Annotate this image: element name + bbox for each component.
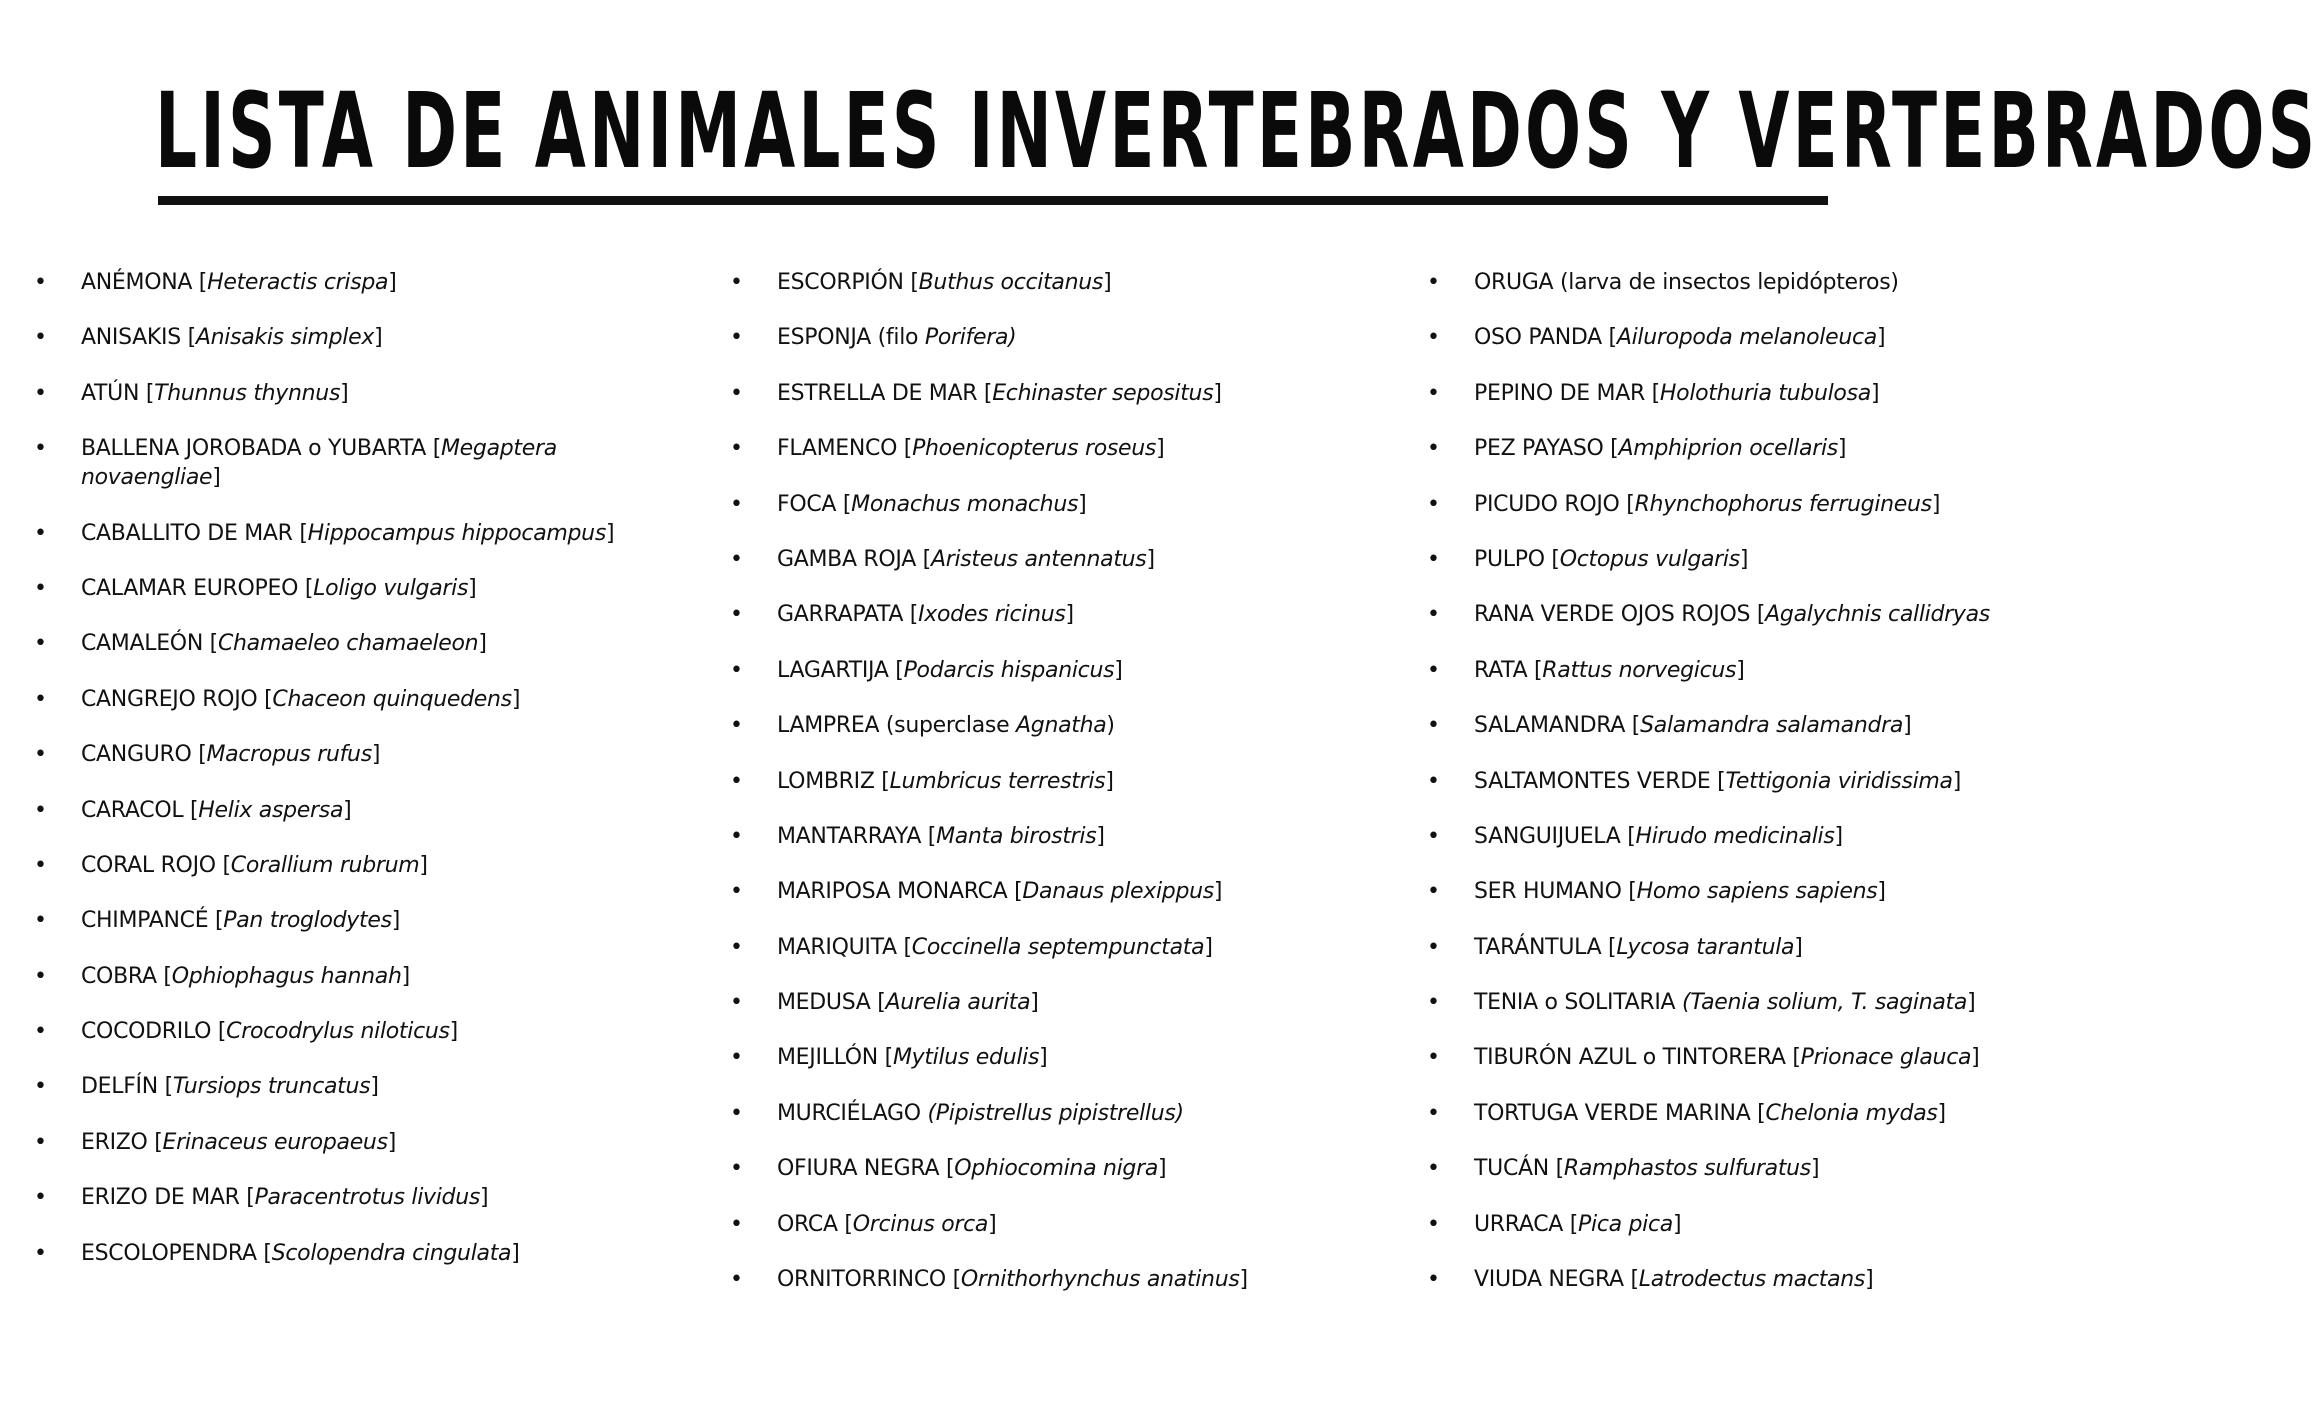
closing-bracket: ] (1903, 713, 1912, 739)
list-item (34, 1128, 674, 1157)
common-name: COCODRILO [ (81, 1019, 227, 1045)
bullet-icon: • (1427, 768, 1440, 794)
closing-bracket: ] (374, 325, 383, 351)
bullet-icon: • (1427, 823, 1440, 849)
scientific-name: (Taenia solium, T. saginata (1682, 990, 1968, 1016)
bullet-icon: • (1427, 1100, 1440, 1126)
scientific-name: Tettigonia viridissima (1725, 768, 1953, 794)
list-item (1427, 600, 2037, 629)
scientific-name: Corallium rubrum (230, 852, 420, 878)
bullet-icon: • (1427, 879, 1440, 905)
common-name: CARACOL [ (81, 797, 199, 823)
closing-bracket: ] (1865, 1267, 1874, 1293)
scientific-name: Aurelia aurita (885, 990, 1031, 1016)
list-item (730, 545, 1370, 574)
bullet-icon: • (1427, 934, 1440, 960)
common-name: ESCOLOPENDRA [ (81, 1240, 272, 1266)
common-name: GARRAPATA [ (777, 602, 919, 628)
list-item (34, 629, 674, 658)
scientific-name: Holothuria tubulosa (1659, 380, 1871, 406)
list-item (730, 767, 1370, 796)
closing-bracket: ] (1672, 1211, 1682, 1237)
bullet-icon: • (730, 990, 743, 1016)
animal-list-column-2 (730, 268, 1370, 1320)
common-name: CABALLITO DE MAR [ (81, 520, 308, 546)
closing-bracket: ] (343, 797, 352, 823)
scientific-name: Rhynchophorus ferrugineus (1634, 491, 1932, 517)
scientific-name: Buthus occitanus (918, 270, 1104, 295)
common-name: ORCA [ (777, 1211, 853, 1237)
list-item (34, 685, 674, 714)
bullet-icon: • (730, 768, 743, 794)
common-name: VIUDA NEGRA [ (1474, 1267, 1639, 1293)
closing-bracket: ] (1971, 1045, 1980, 1071)
closing-bracket: ] (1103, 270, 1112, 295)
common-name: MANTARRAYA [ (777, 823, 937, 849)
bullet-icon: • (34, 380, 47, 406)
scientific-name: Loligo vulgaris (313, 575, 469, 601)
scientific-name: Ixodes ricinus (918, 602, 1066, 628)
list-item (730, 1043, 1370, 1072)
scientific-name: Prionace glauca (1800, 1045, 1972, 1071)
common-name: SALAMANDRA [ (1474, 713, 1641, 739)
closing-bracket: ] (468, 575, 477, 601)
common-name: ORUGA (larva de insectos lepidópteros) (1474, 270, 1899, 295)
common-name: ATÚN [ (81, 380, 155, 406)
scientific-name: Hirudo medicinalis (1635, 823, 1835, 849)
common-name: ERIZO [ (81, 1129, 163, 1155)
bullet-icon: • (1427, 1211, 1440, 1237)
scientific-name: Helix aspersa (198, 797, 344, 823)
common-name: SER HUMANO [ (1474, 879, 1637, 905)
list-item (730, 1210, 1370, 1239)
scientific-name: Tursiops truncatus (172, 1074, 371, 1100)
bullet-icon: • (34, 575, 47, 601)
common-name: CHIMPANCÉ [ (81, 908, 224, 934)
closing-bracket: ] (1096, 823, 1105, 849)
closing-bracket: ] (1837, 436, 1847, 462)
bullet-icon: • (1427, 1267, 1440, 1293)
scientific-name: Pan troglodytes (223, 908, 392, 934)
scientific-name: Podarcis hispanicus (903, 657, 1115, 683)
list-item (730, 1154, 1370, 1183)
closing-bracket: ] (1967, 990, 1976, 1016)
scientific-name: Anisakis simplex (195, 325, 375, 351)
scientific-name: (Pipistrellus pipistrellus) (927, 1100, 1184, 1126)
closing-bracket: ] (1213, 380, 1222, 406)
bullet-icon: • (1427, 990, 1440, 1016)
bullet-icon: • (1427, 270, 1440, 295)
list-item (34, 796, 674, 825)
closing-bracket: ] (1146, 546, 1155, 572)
bullet-icon: • (1427, 1045, 1440, 1071)
list-item (34, 574, 674, 603)
bullet-icon: • (730, 436, 743, 462)
scientific-name: Crocodrylus niloticus (226, 1019, 450, 1045)
bullet-icon: • (1427, 1156, 1440, 1182)
bullet-icon: • (34, 1240, 47, 1266)
bullet-icon: • (1427, 325, 1440, 351)
bullet-icon: • (1427, 546, 1440, 572)
list-item (1427, 1265, 2037, 1294)
closing-bracket: ] (1030, 990, 1039, 1016)
common-name: CANGURO [ (81, 742, 207, 768)
scientific-name: Danaus plexippus (1022, 879, 1214, 905)
list-item (1427, 1099, 2037, 1128)
closing-bracket: ] (1937, 1100, 1946, 1126)
bullet-icon: • (1427, 380, 1440, 406)
closing-bracket: ] (1931, 491, 1941, 517)
bullet-icon: • (1427, 491, 1440, 517)
common-name: MURCIÉLAGO (777, 1100, 928, 1126)
common-name: TUCÁN [ (1474, 1156, 1564, 1182)
common-name: SANGUIJUELA [ (1474, 823, 1636, 849)
common-name: RANA VERDE OJOS ROJOS [ (1474, 602, 1766, 628)
closing-bracket: ] (1158, 1156, 1167, 1182)
list-item (34, 519, 674, 548)
bullet-icon: • (730, 1211, 743, 1237)
closing-bracket: ] (1877, 879, 1886, 905)
scientific-name: Echinaster sepositus (992, 380, 1214, 406)
common-name: OFIURA NEGRA [ (777, 1156, 955, 1182)
common-name: URRACA [ (1474, 1211, 1579, 1237)
common-name: PULPO [ (1474, 546, 1560, 572)
common-name: FLAMENCO [ (777, 436, 913, 462)
scientific-name: Chaceon quinquedens (272, 686, 512, 712)
bullet-icon: • (730, 934, 743, 960)
animal-list-column-3 (1427, 268, 2037, 1320)
closing-bracket: ] (1876, 325, 1886, 351)
closing-bracket: ] (388, 270, 397, 295)
scientific-name: Amphiprion ocellaris (1618, 436, 1838, 462)
list-item (730, 877, 1370, 906)
page-title: LISTA DE ANIMALES INVERTEBRADOS Y VERTEBRADOS (155, 70, 2318, 192)
scientific-name: Lycosa tarantula (1616, 934, 1795, 960)
common-name: CAMALEÓN [ (81, 631, 218, 657)
common-name: MARIQUITA [ (777, 934, 912, 960)
closing-bracket: ] (371, 742, 381, 768)
bullet-icon: • (730, 1100, 743, 1126)
bullet-icon: • (730, 270, 743, 295)
closing-bracket: ] (391, 908, 401, 934)
closing-bracket: ] (1810, 1156, 1820, 1182)
list-item (1427, 323, 2037, 352)
closing-bracket: ] (1794, 934, 1803, 960)
closing-bracket: ] (1039, 1045, 1048, 1071)
list-item (1427, 1043, 2037, 1072)
common-name: CALAMAR EUROPEO [ (81, 575, 314, 601)
bullet-icon: • (730, 657, 743, 683)
list-item (730, 656, 1370, 685)
list-item (730, 1099, 1370, 1128)
closing-bracket: ] (1239, 1267, 1248, 1293)
bullet-icon: • (34, 1129, 47, 1155)
bullet-icon: • (34, 797, 47, 823)
closing-bracket: ] (480, 1185, 489, 1211)
bullet-icon: • (34, 742, 47, 768)
list-item (1427, 1154, 2037, 1183)
bullet-icon: • (1427, 713, 1440, 739)
scientific-name: Ophiophagus hannah (171, 963, 402, 989)
scientific-name: Scolopendra cingulata (271, 1240, 512, 1266)
list-item (1427, 988, 2037, 1017)
list-item (34, 434, 641, 492)
closing-bracket: ) (1106, 713, 1115, 739)
closing-bracket: ] (1078, 491, 1087, 517)
list-item (1427, 656, 2037, 685)
closing-bracket: ] (511, 1240, 520, 1266)
common-name: RATA [ (1474, 657, 1543, 683)
list-item (34, 379, 674, 408)
scientific-name: Agnatha (1016, 713, 1107, 739)
list-item (34, 1017, 674, 1046)
list-item (34, 1239, 674, 1268)
list-item (1427, 268, 2037, 297)
scientific-name: Ailuropoda melanoleuca (1616, 325, 1877, 351)
common-name: BALLENA JOROBADA o YUBARTA [ (81, 436, 441, 462)
scientific-name: Latrodectus mactans (1638, 1267, 1866, 1293)
common-name: PEZ PAYASO [ (1474, 436, 1619, 462)
list-item (1427, 767, 2037, 796)
list-item (34, 851, 674, 880)
scientific-name: Pica pica (1578, 1211, 1673, 1237)
common-name: MEDUSA [ (777, 990, 886, 1016)
common-name: ORNITORRINCO [ (777, 1267, 961, 1293)
scientific-name: Ophiocomina nigra (954, 1156, 1158, 1182)
bullet-icon: • (34, 1019, 47, 1045)
bullet-icon: • (34, 908, 47, 934)
scientific-name: Orcinus orca (852, 1211, 989, 1237)
scientific-name: Octopus vulgaris (1559, 546, 1740, 572)
list-item (34, 962, 674, 991)
list-item (1427, 711, 2037, 740)
list-item (34, 740, 674, 769)
common-name: ESTRELLA DE MAR [ (777, 380, 993, 406)
scientific-name: Megaptera novaengliae (81, 436, 557, 491)
common-name: MARIPOSA MONARCA [ (777, 879, 1023, 905)
bullet-icon: • (34, 325, 47, 351)
scientific-name: Chamaeleo chamaeleon (217, 631, 479, 657)
scientific-name: Ramphastos sulfuratus (1563, 1156, 1811, 1182)
scientific-name: Rattus norvegicus (1542, 657, 1737, 683)
common-name: TARÁNTULA [ (1474, 934, 1617, 960)
common-name: TIBURÓN AZUL o TINTORERA [ (1474, 1045, 1801, 1071)
common-name: ESCORPIÓN [ (777, 270, 919, 295)
common-name: FOCA [ (777, 491, 852, 517)
common-name: OSO PANDA [ (1474, 325, 1617, 351)
scientific-name: Chelonia mydas (1765, 1100, 1938, 1126)
closing-bracket: ] (1213, 879, 1223, 905)
list-item (34, 268, 674, 297)
closing-bracket: ] (449, 1019, 458, 1045)
closing-bracket: ] (1114, 657, 1123, 683)
closing-bracket: ] (1105, 768, 1114, 794)
common-name: ESPONJA (filo (777, 325, 925, 351)
bullet-icon: • (730, 823, 743, 849)
bullet-icon: • (1427, 436, 1440, 462)
closing-bracket: ] (1739, 546, 1749, 572)
scientific-name: Heteractis crispa (207, 270, 389, 295)
list-item (730, 490, 1370, 519)
list-item (1427, 545, 2037, 574)
closing-bracket: ] (212, 465, 221, 491)
bullet-icon: • (34, 963, 47, 989)
common-name: ERIZO DE MAR [ (81, 1185, 255, 1211)
closing-bracket: ] (1204, 934, 1213, 960)
closing-bracket: ] (478, 631, 487, 657)
common-name: LOMBRIZ [ (777, 768, 890, 794)
scientific-name: Paracentrotus lividus (254, 1185, 481, 1211)
common-name: CORAL ROJO [ (81, 852, 231, 878)
common-name: GAMBA ROJA [ (777, 546, 931, 572)
scientific-name: Phoenicopterus roseus (912, 436, 1157, 462)
list-item (1427, 434, 2037, 463)
closing-bracket: ] (1952, 768, 1962, 794)
list-item (730, 988, 1370, 1017)
list-item (1427, 379, 2037, 408)
common-name: MEJILLÓN [ (777, 1045, 893, 1071)
bullet-icon: • (34, 686, 47, 712)
bullet-icon: • (730, 325, 743, 351)
common-name: TORTUGA VERDE MARINA [ (1474, 1100, 1766, 1126)
bullet-icon: • (34, 270, 47, 295)
list-item (730, 600, 1370, 629)
list-item (730, 711, 1370, 740)
scientific-name: Coccinella septempunctata (911, 934, 1205, 960)
scientific-name: Mytilus edulis (892, 1045, 1040, 1071)
scientific-name: Thunnus thynnus (154, 380, 341, 406)
scientific-name: Aristeus antennatus (930, 546, 1147, 572)
bullet-icon: • (34, 631, 47, 657)
closing-bracket: ] (1736, 657, 1745, 683)
bullet-icon: • (730, 1267, 743, 1293)
bullet-icon: • (730, 1045, 743, 1071)
bullet-icon: • (730, 1156, 743, 1182)
closing-bracket: ] (605, 520, 615, 546)
bullet-icon: • (730, 602, 743, 628)
closing-bracket: ] (1156, 436, 1165, 462)
list-item (730, 1265, 1370, 1294)
list-item (34, 906, 674, 935)
closing-bracket: ] (1834, 823, 1843, 849)
common-name: CANGREJO ROJO [ (81, 686, 273, 712)
common-name: COBRA [ (81, 963, 172, 989)
scientific-name: Monachus monachus (851, 491, 1079, 517)
list-item (730, 323, 1370, 352)
bullet-icon: • (730, 380, 743, 406)
bullet-icon: • (730, 491, 743, 517)
bullet-icon: • (1427, 657, 1440, 683)
title-underline (158, 196, 1828, 205)
list-item (1427, 1210, 2037, 1239)
scientific-name: Agalychnis callidryas (1765, 602, 1990, 628)
scientific-name: Macropus rufus (206, 742, 372, 768)
list-item (730, 933, 1370, 962)
list-item (1427, 822, 2037, 851)
list-item (1427, 877, 2037, 906)
bullet-icon: • (730, 879, 743, 905)
common-name: LAMPREA (superclase (777, 713, 1017, 739)
closing-bracket: ] (370, 1074, 379, 1100)
closing-bracket: ] (419, 852, 428, 878)
scientific-name: Hippocampus hippocampus (307, 520, 606, 546)
closing-bracket: ] (1065, 602, 1074, 628)
bullet-icon: • (34, 1185, 47, 1211)
common-name: TENIA o SOLITARIA (1474, 990, 1683, 1016)
common-name: ANÉMONA [ (81, 270, 208, 295)
scientific-name: Erinaceus europaeus (162, 1129, 388, 1155)
closing-bracket: ] (988, 1211, 997, 1237)
scientific-name: Homo sapiens sapiens (1636, 879, 1878, 905)
scientific-name: Porifera) (924, 325, 1017, 351)
list-item (730, 434, 1370, 463)
closing-bracket: ] (511, 686, 521, 712)
animal-list-column-1 (34, 268, 674, 1294)
closing-bracket: ] (387, 1129, 397, 1155)
common-name: PEPINO DE MAR [ (1474, 380, 1660, 406)
common-name: PICUDO ROJO [ (1474, 491, 1635, 517)
common-name: SALTAMONTES VERDE [ (1474, 768, 1726, 794)
bullet-icon: • (1427, 602, 1440, 628)
common-name: DELFÍN [ (81, 1074, 173, 1100)
common-name: LAGARTIJA [ (777, 657, 904, 683)
scientific-name: Manta birostris (936, 823, 1097, 849)
common-name: ANISAKIS [ (81, 325, 196, 351)
bullet-icon: • (730, 713, 743, 739)
list-item (1427, 490, 2037, 519)
bullet-icon: • (34, 1074, 47, 1100)
list-item (730, 822, 1370, 851)
list-item (34, 323, 674, 352)
list-item (730, 268, 1370, 297)
list-item (730, 379, 1370, 408)
closing-bracket: ] (401, 963, 410, 989)
closing-bracket: ] (1870, 380, 1880, 406)
list-item (34, 1072, 674, 1101)
scientific-name: Lumbricus terrestris (889, 768, 1106, 794)
list-item (1427, 933, 2037, 962)
scientific-name: Ornithorhynchus anatinus (960, 1267, 1240, 1293)
bullet-icon: • (34, 520, 47, 546)
bullet-icon: • (730, 546, 743, 572)
scientific-name: Salamandra salamandra (1640, 713, 1904, 739)
bullet-icon: • (34, 852, 47, 878)
closing-bracket: ] (340, 380, 349, 406)
bullet-icon: • (34, 436, 47, 462)
list-item (34, 1183, 674, 1212)
